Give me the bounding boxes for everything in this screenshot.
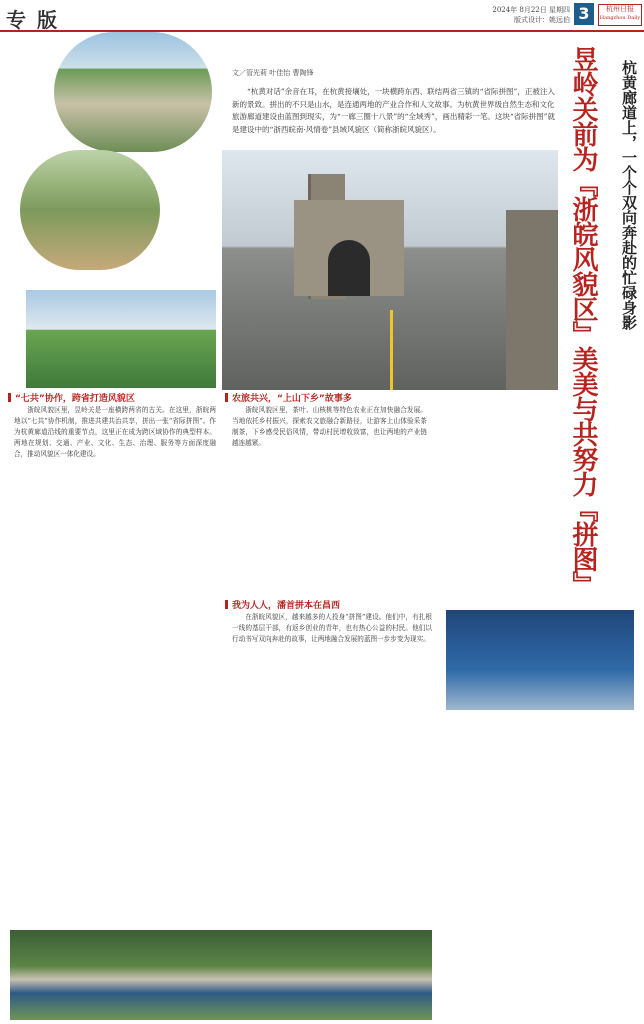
section-heading-3: 我为人人，潘首拼本在昌西 [225, 598, 340, 611]
gate-tower [294, 200, 404, 296]
page-header [0, 0, 644, 32]
designer-line: 版式设计：姚远伯 [514, 16, 570, 24]
road-line [390, 310, 393, 390]
section-body-1: 浙皖风貌区里，昱岭关是一座横跨两省的古关。在这里，浙皖两地以“七共”协作机制，推进共建共治共享，拼出一张“省际拼图”。作为杭黄廊道沿线的重要节点，这里正在成为跨区域协作的典型样本。两地在规划、交通、产业、文化、生态、治理、服务等方面深度融合，推动风貌区一体化建设。 [14, 406, 216, 458]
page-number: 3 [574, 3, 594, 25]
logo-en: Hangzhou Daily [599, 15, 641, 21]
pass-gate-photo [222, 150, 558, 390]
byline: 文／管光莉 叶佳怡 曹陶锋 [232, 69, 314, 77]
date-info [452, 5, 570, 25]
section-body-3: 在浙皖风貌区，越来越多的人投身“拼图”建设。他们中，有扎根一线的基层干部，有返乡创业的青年，也有热心公益的村民。他们以行动书写双向奔赴的故事，让两地融合发展的蓝图一步步变为现实。 [232, 613, 432, 643]
section-label: 专 版 [6, 8, 59, 32]
aerial-valley-photo [10, 930, 432, 1020]
conference-photo [446, 610, 634, 710]
event-photo [26, 290, 216, 388]
section-body-2: 浙皖风貌区里，茶叶、山核桃等特色农业正在加快融合发展。当地依托乡村振兴，探索农文旅融合新路径，让游客上山体验采茶制茶，下乡感受民俗风情，带动村民增收致富，也让两地的产业链越连越紧。 [232, 406, 427, 447]
stone-wall [506, 210, 558, 390]
gate-arch [328, 240, 370, 296]
logo-cn: 杭州日报 [606, 5, 634, 13]
section-heading-2: 农旅共兴，“上山下乡”故事多 [225, 391, 352, 404]
tea-picking-photo [20, 150, 160, 270]
village-photo [54, 32, 212, 152]
newspaper-logo [598, 4, 642, 26]
date-line: 2024年 8月22日 星期四 [492, 6, 570, 14]
main-title: 昱岭关前为『浙皖风貌区』美美与共努力『拼图』 [568, 46, 598, 596]
lead-paragraph: “杭黄对话”余音在耳，在杭黄接壤处，一块横跨东西、联结两省三镇的“省际拼图”，正被注入新的景致。拼出的不只是山水，是连通两地的产业合作和人文故事。为杭黄世界级自然生态和文化旅游廊道建设由蓝图到现实，为“一廊三圈十八景”的“全域秀”，画出精彩一笔。这块“省际拼图”就是建设中的“浙西皖南·风情卷”县域风貌区（简称浙皖风貌区）。 [232, 87, 556, 134]
subtitle: 杭黄廊道上，一个个双向奔赴的忙碌身影 [620, 60, 638, 330]
section-heading-1: “七共”协作，跨省打造风貌区 [8, 391, 135, 404]
